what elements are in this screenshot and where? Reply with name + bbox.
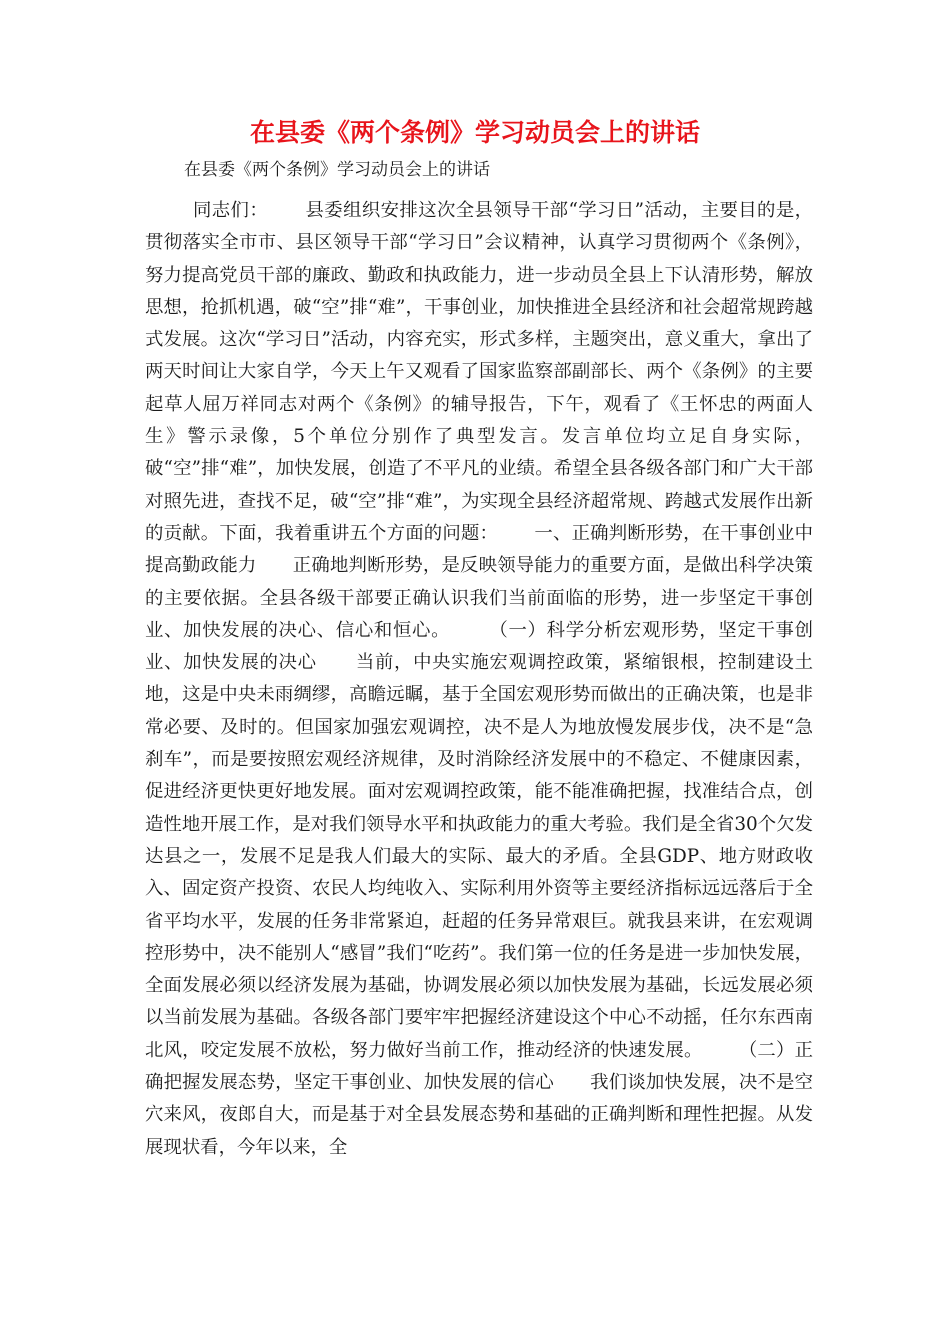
document-subtitle: 在县委《两个条例》学习动员会上的讲话	[184, 160, 490, 180]
document-body: 同志们： 县委组织安排这次全县领导干部“学习日”活动，主要目的是，贯彻落实全市市、县区领导干部“学习日”会议精神，认真学习贯彻两个《条例》，努力提高党员干部的廉政、勤政和执政能力，进一步动员全县上下认清形势，解放思想，抢抓机遇，破“空”排“难”，干事创业，加快推进全县经济和社会超常规跨越式发展。这次“学习日”活动，内容充实，形式多样，主题突出，意义重大，拿出了两天时间让大家自学，今天上午又观看了国家监察部副部长、两个《条例》的主要起草人屈万祥同志对两个《条例》的辅导报告，下午，观看了《王怀忠的两面人生》警示录像，5个单位分别作了典型发言。发言单位均立足自身实际，破“空”排“难”，加快发展，创造了不平凡的业绩。希望全县各级各部门和广大干部对照先进，查找不足，破“空”排“难”，为实现全县经济超常规、跨越式发展作出新的贡献。下面，我着重讲五个方面的问题： 一、正确判断形势，在干事创业中提高勤政能力 正确地判断形势，是反映领导能力的重要方面，是做出科学决策的主要依据。全县各级干部要正确认识我们当前面临的形势，进一步坚定干事创业、加快发展的决心、信心和恒心。 （一）科学分析宏观形势，坚定干事创业、加快发展的决心 当前，中央实施宏观调控政策，紧缩银根，控制建设土地，这是中央未雨绸缪，高瞻远瞩，基于全国宏观形势而做出的正确决策，也是非常必要、及时的。但国家加强宏观调控，决不是人为地放慢发展步伐，决不是“急刹车”，而是要按照宏观经济规律，及时消除经济发展中的不稳定、不健康因素，促进经济更快更好地发展。面对宏观调控政策，能不能准确把握，找准结合点，创造性地开展工作，是对我们领导水平和执政能力的重大考验。我们是全省30个欠发达县之一，发展不足是我人们最大的实际、最大的矛盾。全县GDP、地方财政收入、固定资产投资、农民人均纯收入、实际利用外资等主要经济指标远远落后于全省平均水平，发展的任务非常紧迫，赶超的任务异常艰巨。就我县来讲，在宏观调控形势中，决不能别人“感冒”我们“吃药”。我们第一位的任务是进一步加快发展，全面发展必须以经济发展为基础，协调发展必须以加快发展为基础，长远发展必须以当前发展为基础。各级各部门要牢牢把握经济建设这个中心不动摇，任尔东西南北风，咬定发展不放松，努力做好当前工作，推动经济的快速发展。 （二）正确把握发展态势，坚定干事创业、加快发展的信心 我们谈加快发展，决不是空穴来风，夜郎自大，而是基于对全县发展态势和基础的正确判断和理性把握。从发展现状看，今年以来，全	[145, 200, 813, 1158]
document-title: 在县委《两个条例》学习动员会上的讲话	[249, 118, 700, 147]
